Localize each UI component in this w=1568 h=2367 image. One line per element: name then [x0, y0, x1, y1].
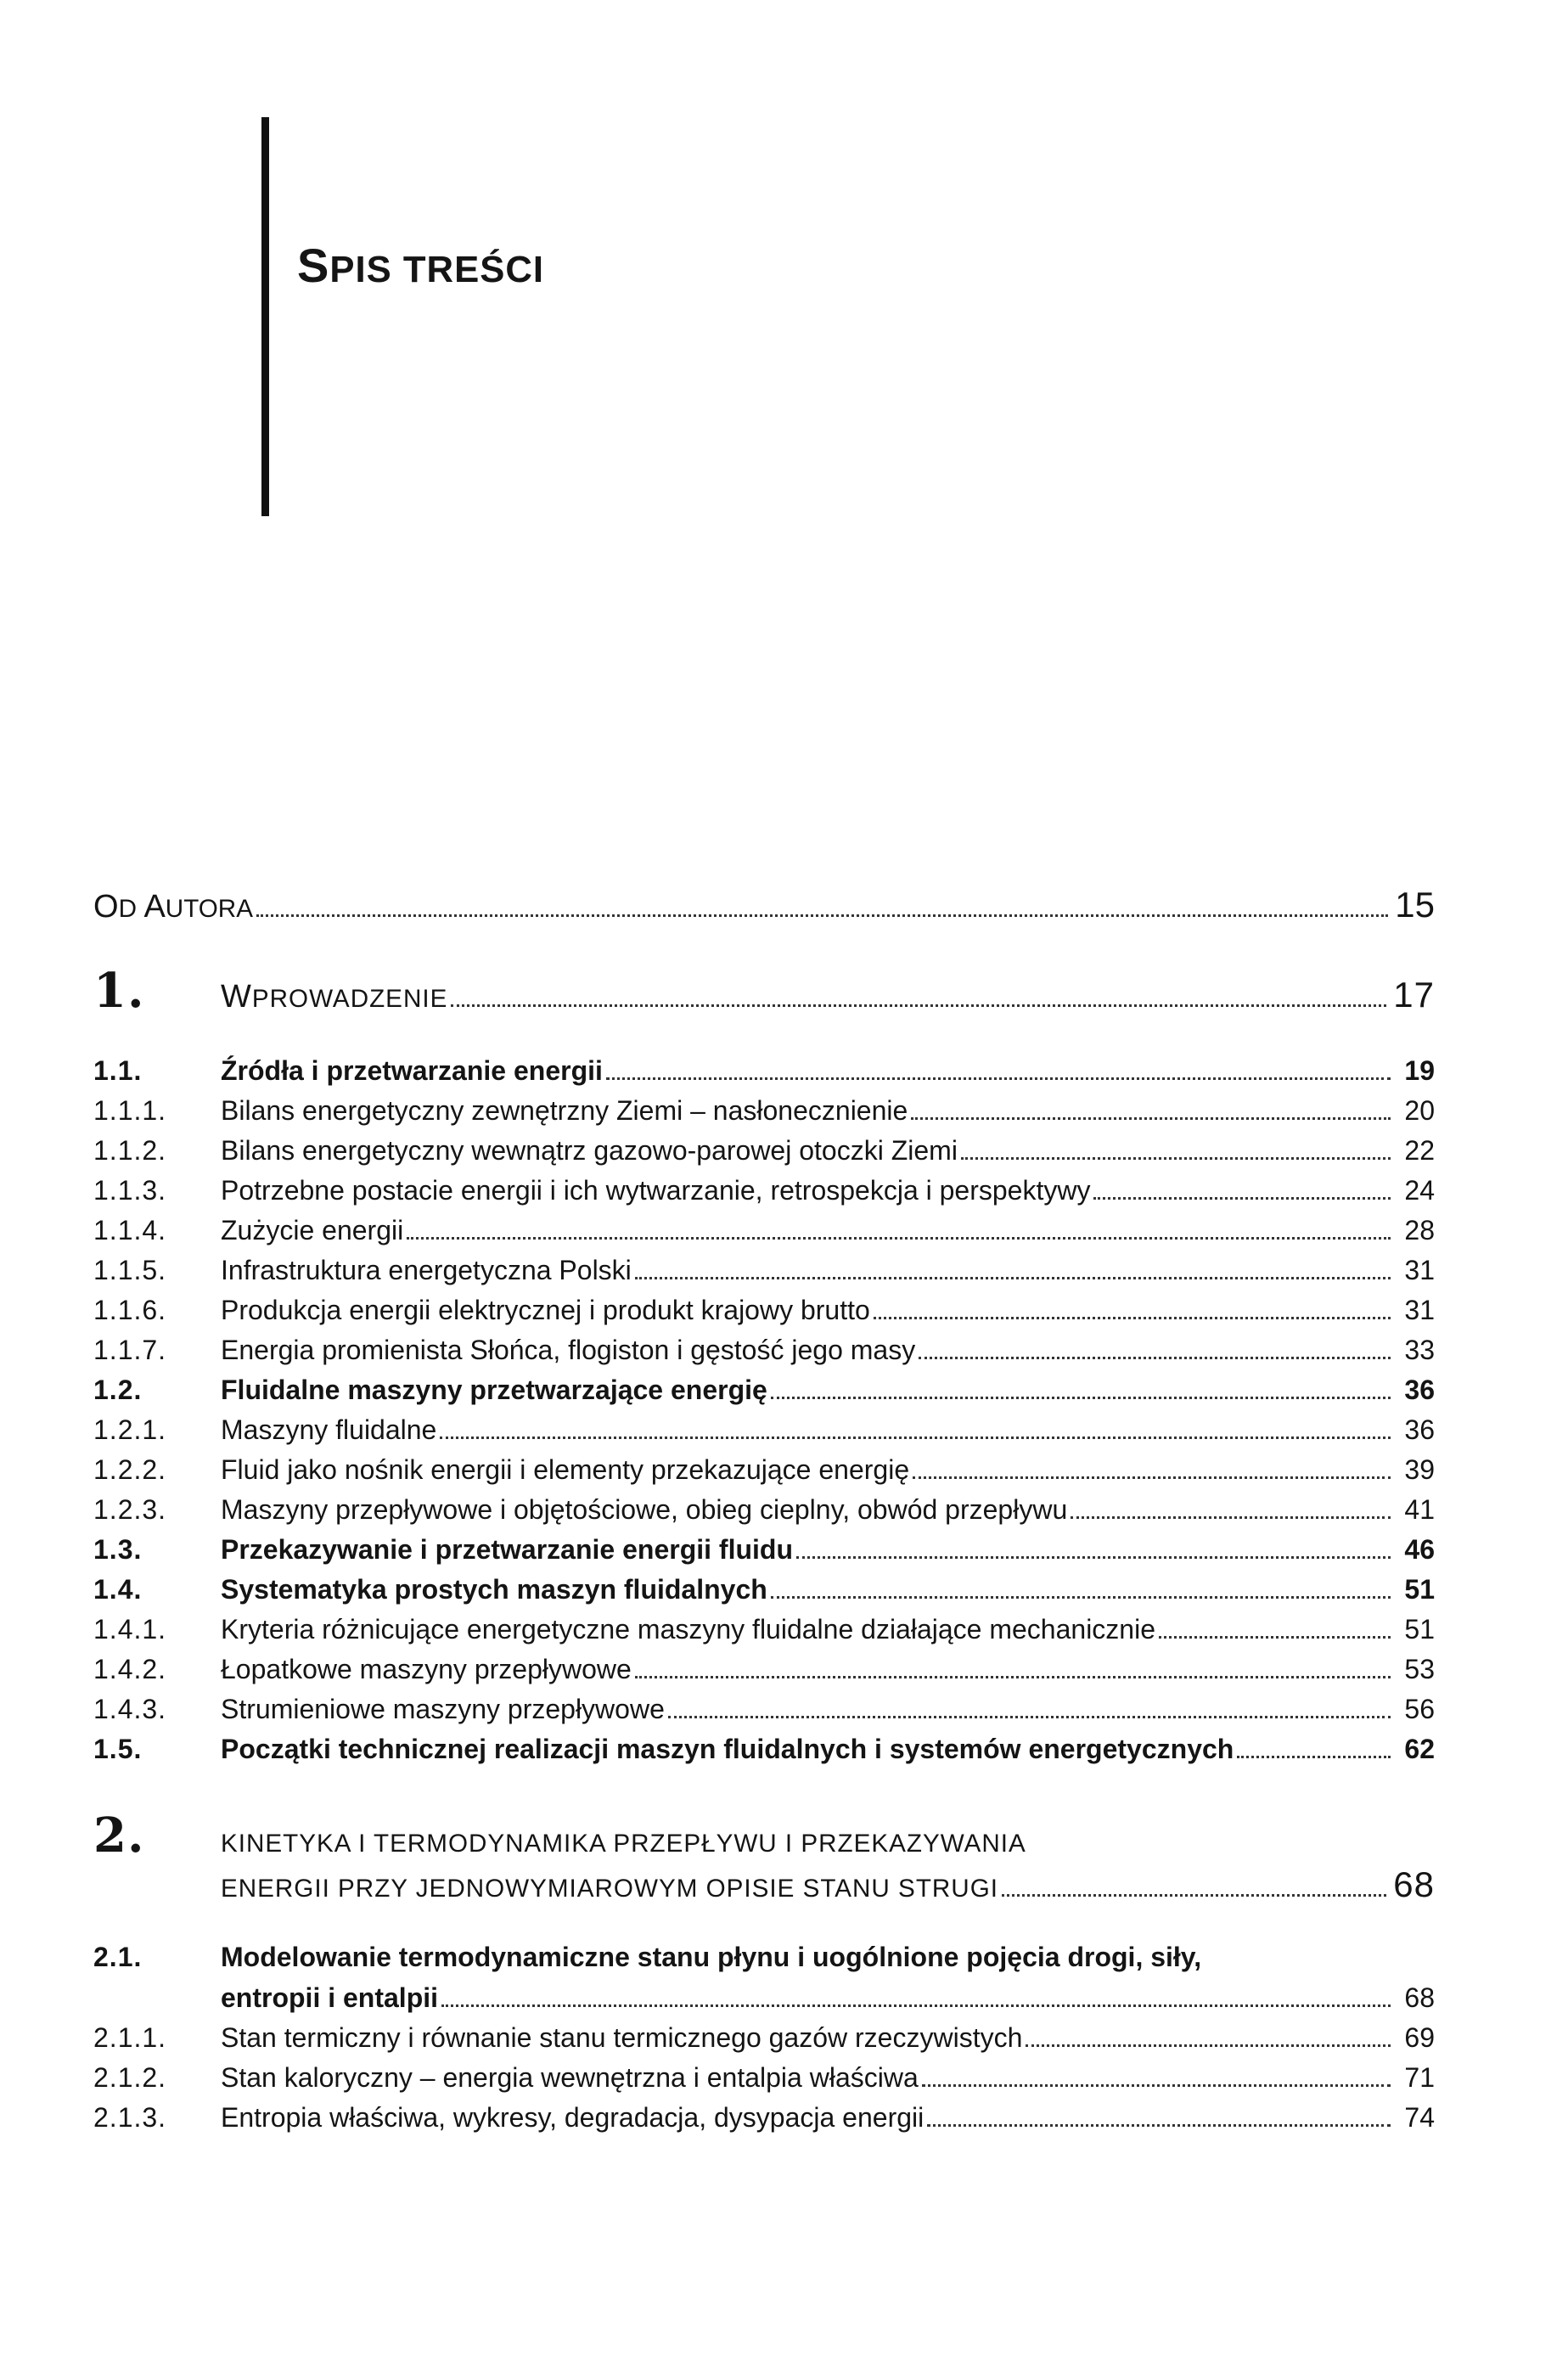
toc-chapter-1[interactable] — [93, 963, 1435, 1020]
toc-page-number: 41 — [1404, 1494, 1435, 1525]
toc-entry-line — [221, 1095, 1435, 1127]
toc-entry-line — [221, 1574, 1435, 1605]
leader-dots — [911, 1117, 1391, 1120]
section-number: 2.1.3. — [93, 2102, 167, 2133]
section-number: 1.4.2. — [93, 1654, 167, 1684]
leader-dots — [771, 1397, 1391, 1399]
toc-entry-line — [221, 1175, 1435, 1206]
leader-dots — [919, 1357, 1391, 1359]
toc-entry-title: Fluid jako nośnik energii i elementy przekazujące energię — [221, 1454, 910, 1485]
toc-entry-title-line1: KINETYKA I TERMODYNAMIKA PRZEPŁYWU I PRZEKAZYWANIA — [221, 1830, 1026, 1858]
toc-entry-title: Produkcja energii elektrycznej i produkt krajowy brutto — [221, 1295, 870, 1325]
toc-entry-line — [221, 1335, 1435, 1366]
leader-dots — [771, 1596, 1391, 1599]
toc-entry-title: Przekazywanie i przetwarzanie energii fluidu — [221, 1534, 793, 1565]
toc-page-number: 68 — [1404, 1982, 1435, 2013]
toc-page-number: 71 — [1404, 2062, 1435, 2093]
section-number: 1.5. — [93, 1734, 143, 1764]
title-rest: PIS TREŚCI — [329, 249, 545, 290]
toc-page-number: 62 — [1404, 1734, 1435, 1764]
toc-entry-line — [221, 2102, 1435, 2134]
toc-section-1-1-2[interactable] — [93, 1129, 1435, 1172]
toc-section-1-1-5[interactable] — [93, 1249, 1435, 1291]
toc-entry-title: WPROWADZENIE — [221, 979, 448, 1015]
leader-dots — [635, 1277, 1391, 1279]
section-number: 1.3. — [93, 1534, 143, 1565]
leader-dots — [606, 1077, 1391, 1080]
section-number: 1.4. — [93, 1574, 143, 1605]
toc-section-1-2-3[interactable] — [93, 1488, 1435, 1531]
toc-entry-title: Energia promienista Słońca, flogiston i gęstość jego masy — [221, 1335, 916, 1365]
chapter-number: 2. — [93, 1808, 145, 1864]
toc-entry-line — [221, 975, 1435, 1015]
leader-dots — [874, 1317, 1391, 1319]
toc-entry-title: Bilans energetyczny zewnętrzny Ziemi – nasłonecznienie — [221, 1095, 908, 1126]
section-number: 2.1.1. — [93, 2022, 167, 2053]
toc-entry-title: Modelowanie termodynamiczne stanu płynu i uogólnione pojęcia drogi, siły, — [221, 1942, 1202, 1972]
leader-dots — [440, 1437, 1391, 1439]
section-number: 1.1.4. — [93, 1215, 167, 1245]
leader-dots — [635, 1676, 1391, 1678]
leader-dots — [961, 1157, 1391, 1160]
toc-section-1-4-2[interactable] — [93, 1648, 1435, 1690]
leader-dots — [407, 1237, 1391, 1240]
toc-section-1-4-1[interactable] — [93, 1608, 1435, 1650]
toc-entry-title: Strumieniowe maszyny przepływowe — [221, 1694, 665, 1724]
section-number: 2.1. — [93, 1942, 143, 1972]
toc-page-number: 39 — [1404, 1454, 1435, 1485]
toc-page-number: 56 — [1404, 1694, 1435, 1724]
toc-section-1-2-2[interactable] — [93, 1448, 1435, 1491]
toc-page-number: 36 — [1404, 1375, 1435, 1405]
toc-entry-line — [221, 1694, 1435, 1725]
toc-page-number: 53 — [1404, 1654, 1435, 1684]
leader-dots — [451, 1004, 1386, 1007]
leader-dots — [1237, 1756, 1391, 1758]
toc-section-1-5[interactable] — [93, 1728, 1435, 1770]
toc-page-number: 19 — [1404, 1055, 1435, 1086]
toc-section-2-1-line2[interactable] — [93, 1976, 1435, 2019]
section-number: 1.2. — [93, 1375, 143, 1405]
toc-entry-line — [221, 1864, 1435, 1905]
toc-page-number: 68 — [1393, 1864, 1435, 1904]
toc-entry-title-line2: ENERGII PRZY JEDNOWYMIAROWYM OPISIE STANU STRUGI — [221, 1875, 998, 1903]
toc-page-number: 31 — [1404, 1295, 1435, 1325]
toc-entry-title: Maszyny fluidalne — [221, 1414, 437, 1445]
toc-entry-line — [221, 1255, 1435, 1286]
toc-entry-line — [221, 1454, 1435, 1486]
section-number: 1.2.2. — [93, 1454, 167, 1485]
toc-section-1-4-3[interactable] — [93, 1688, 1435, 1730]
toc-entry-line — [221, 2022, 1435, 2054]
toc-page-number: 74 — [1404, 2102, 1435, 2133]
toc-section-1-1-7[interactable] — [93, 1329, 1435, 1371]
leader-dots — [927, 2124, 1391, 2127]
section-number: 1.1.2. — [93, 1135, 167, 1166]
toc-entry-line — [221, 1534, 1435, 1566]
toc-page-number: 28 — [1404, 1215, 1435, 1245]
toc-page-number: 17 — [1393, 975, 1435, 1015]
toc-entry-title: entropii i entalpii — [221, 1982, 439, 2013]
leader-dots — [256, 914, 1388, 917]
toc-page-number: 69 — [1404, 2022, 1435, 2053]
toc-section-1-2[interactable] — [93, 1369, 1435, 1411]
section-number: 1.2.3. — [93, 1494, 167, 1525]
toc-entry-title: Potrzebne postacie energii i ich wytwarzanie, retrospekcja i perspektywy — [221, 1175, 1091, 1206]
section-number: 1.2.1. — [93, 1414, 167, 1445]
toc-entry-title: Zużycie energii — [221, 1215, 404, 1245]
toc-page-number: 31 — [1404, 1255, 1435, 1285]
toc-section-1-1-1[interactable] — [93, 1089, 1435, 1132]
toc-entry-title: Kryteria różnicujące energetyczne maszyny fluidalne działające mechanicznie — [221, 1614, 1155, 1645]
toc-entry-line — [221, 1375, 1435, 1406]
leader-dots — [1026, 2044, 1391, 2047]
toc-entry-line — [221, 1942, 1435, 1973]
toc-section-1-1-4[interactable] — [93, 1209, 1435, 1251]
chapter-number: 1. — [93, 963, 145, 1019]
toc-section-2-1-1[interactable] — [93, 2016, 1435, 2059]
toc-entry-line — [221, 1654, 1435, 1685]
toc-entry-line — [221, 1055, 1435, 1087]
section-number: 1.1.6. — [93, 1295, 167, 1325]
toc-page-number: 36 — [1404, 1414, 1435, 1445]
toc-section-2-1[interactable] — [93, 1936, 1435, 1978]
toc-page-number: 20 — [1404, 1095, 1435, 1126]
section-number: 1.1.5. — [93, 1255, 167, 1285]
page-title — [297, 238, 544, 293]
toc-entry-line — [221, 1982, 1435, 2014]
toc-page-number: 15 — [1395, 885, 1435, 925]
toc-entry-title: Początki technicznej realizacji maszyn fluidalnych i systemów energetycznych — [221, 1734, 1234, 1764]
toc-entry-title: Entropia właściwa, wykresy, degradacja, dysypacja energii — [221, 2102, 925, 2133]
toc-entry-title: Bilans energetyczny wewnątrz gazowo-parowej otoczki Ziemi — [221, 1135, 958, 1166]
toc-section-1-2-1[interactable] — [93, 1408, 1435, 1451]
toc-entry-line — [221, 1494, 1435, 1526]
toc-entry-title: Systematyka prostych maszyn fluidalnych — [221, 1574, 767, 1605]
toc-section-1-3[interactable] — [93, 1528, 1435, 1571]
toc-section-1-1-6[interactable] — [93, 1289, 1435, 1331]
toc-page-number: 51 — [1404, 1574, 1435, 1605]
toc-page-number: 46 — [1404, 1534, 1435, 1565]
toc-section-2-1-3[interactable] — [93, 2096, 1435, 2139]
toc-page-number: 22 — [1404, 1135, 1435, 1166]
toc-entry-title: Stan termiczny i równanie stanu termicznego gazów rzeczywistych — [221, 2022, 1023, 2053]
toc-entry-title: Stan kaloryczny – energia wewnętrzna i entalpia właściwa — [221, 2062, 919, 2093]
toc-section-1-1[interactable] — [93, 1049, 1435, 1092]
toc-section-1-4[interactable] — [93, 1568, 1435, 1611]
toc-entry-title: Maszyny przepływowe i objętościowe, obieg cieplny, obwód przepływu — [221, 1494, 1068, 1525]
toc-entry-line — [221, 1215, 1435, 1246]
section-number: 1.1.3. — [93, 1175, 167, 1206]
toc-entry-preface[interactable] — [93, 885, 1435, 930]
toc-chapter-2-line2[interactable] — [93, 1859, 1435, 1910]
section-number: 1.1.1. — [93, 1095, 167, 1126]
toc-chapter-2[interactable] — [93, 1808, 1435, 1865]
title-vertical-rule — [261, 117, 269, 516]
toc-entry-title: Łopatkowe maszyny przepływowe — [221, 1654, 632, 1684]
toc-entry-line — [93, 885, 1435, 925]
toc-entry-line — [221, 1135, 1435, 1167]
section-number: 1.1.7. — [93, 1335, 167, 1365]
leader-dots — [441, 2004, 1391, 2007]
toc-section-1-1-3[interactable] — [93, 1169, 1435, 1212]
title-initial: S — [297, 239, 330, 292]
toc-page-number: 51 — [1404, 1614, 1435, 1645]
leader-dots — [1071, 1516, 1391, 1519]
toc-entry-title: Fluidalne maszyny przetwarzające energię — [221, 1375, 767, 1405]
leader-dots — [913, 1476, 1391, 1479]
toc-entry-line — [221, 1614, 1435, 1645]
toc-page-number: 33 — [1404, 1335, 1435, 1365]
toc-entry-title: Źródła i przetwarzanie energii — [221, 1055, 603, 1086]
toc-section-2-1-2[interactable] — [93, 2056, 1435, 2099]
section-number: 2.1.2. — [93, 2062, 167, 2093]
leader-dots — [922, 2084, 1391, 2087]
section-number: 1.1. — [93, 1055, 143, 1086]
section-number: 1.4.1. — [93, 1614, 167, 1645]
toc-entry-line — [221, 2062, 1435, 2094]
toc-entry-line — [221, 1734, 1435, 1765]
toc-entry-line — [221, 1414, 1435, 1446]
leader-dots — [668, 1716, 1391, 1718]
toc-entry-line — [221, 1824, 1435, 1860]
leader-dots — [1093, 1197, 1391, 1200]
toc-entry-title: OD AUTORA — [93, 889, 253, 925]
toc-page-number: 24 — [1404, 1175, 1435, 1206]
leader-dots — [1159, 1636, 1391, 1639]
leader-dots — [796, 1556, 1391, 1559]
section-number: 1.4.3. — [93, 1694, 167, 1724]
toc-entry-title: Infrastruktura energetyczna Polski — [221, 1255, 632, 1285]
toc-entry-line — [221, 1295, 1435, 1326]
leader-dots — [1002, 1894, 1386, 1897]
